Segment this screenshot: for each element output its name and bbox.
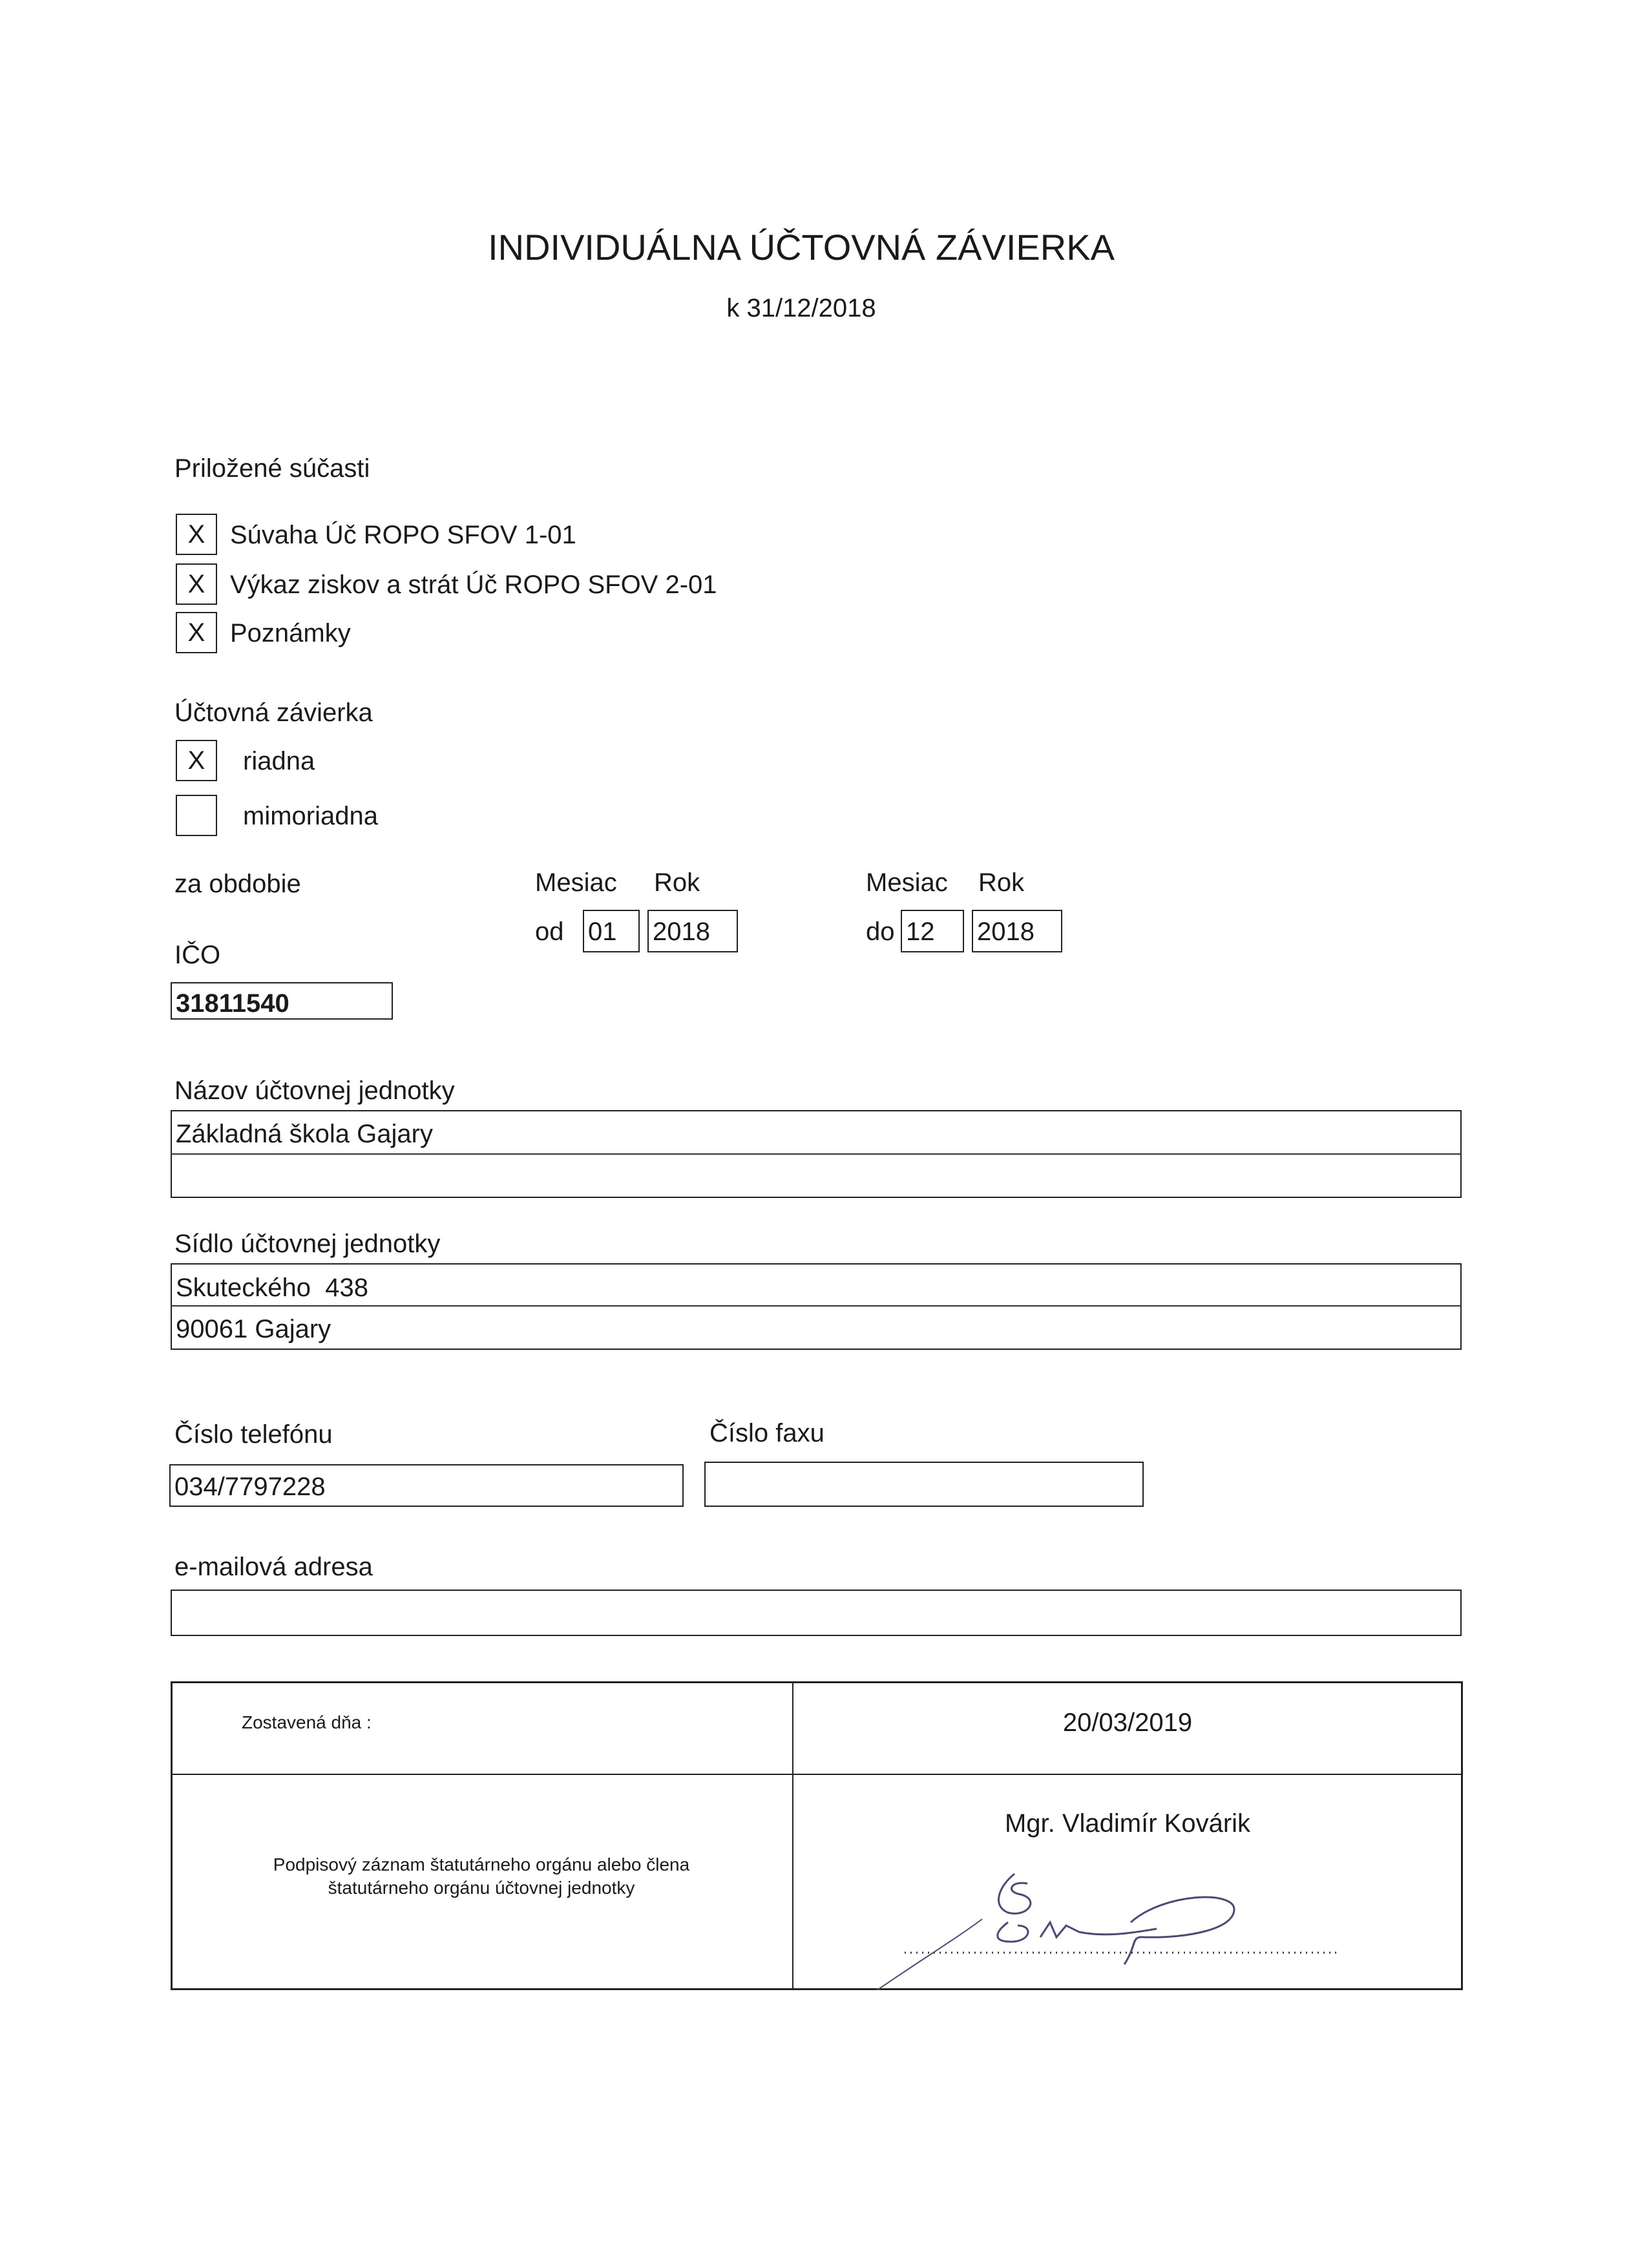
fax-field[interactable] bbox=[704, 1462, 1144, 1507]
phone-value: 034/7797228 bbox=[174, 1473, 326, 1501]
signatory-name: Mgr. Vladimír Kovárik bbox=[1004, 1809, 1251, 1838]
period-from-month-value: 01 bbox=[588, 918, 617, 946]
fax-label: Číslo faxu bbox=[709, 1419, 824, 1447]
signature-stroke-2 bbox=[998, 1922, 1028, 1942]
signature-stroke-3 bbox=[1040, 1922, 1157, 1937]
attachments-label: Priložené súčasti bbox=[174, 454, 370, 483]
attachment-label-notes: Poznámky bbox=[230, 619, 351, 647]
signature-label-line1: Podpisový záznam štatutárneho orgánu alebo člena bbox=[273, 1854, 690, 1874]
signature-drawing bbox=[859, 1861, 1376, 1990]
period-from-year-label: Rok bbox=[654, 868, 700, 897]
unit-address-line1: Skuteckého 438 bbox=[176, 1274, 368, 1302]
statement-type-extraordinary-checkbox[interactable] bbox=[176, 795, 217, 836]
email-label: e-mailová adresa bbox=[174, 1553, 373, 1581]
document-title: INDIVIDUÁLNA ÚČTOVNÁ ZÁVIERKA bbox=[488, 227, 1115, 268]
compiled-date-label: Zostavená dňa : bbox=[242, 1712, 372, 1732]
period-to-month-value: 12 bbox=[906, 918, 935, 946]
attachment-checkbox-notes[interactable]: X bbox=[176, 612, 217, 653]
statement-type-regular-checkbox[interactable]: X bbox=[176, 740, 217, 781]
statement-type-extraordinary-label: mimoriadna bbox=[243, 802, 378, 830]
email-field[interactable] bbox=[171, 1590, 1462, 1636]
period-to-month-label: Mesiac bbox=[866, 868, 948, 897]
signature-stroke-5 bbox=[872, 1919, 982, 1990]
unit-name-line1: Základná škola Gajary bbox=[176, 1120, 433, 1148]
attachment-checkbox-balance[interactable]: X bbox=[176, 514, 217, 555]
ico-value: 31811540 bbox=[176, 989, 289, 1018]
period-to-year-label: Rok bbox=[978, 868, 1025, 897]
unit-name-label: Názov účtovnej jednotky bbox=[174, 1076, 455, 1105]
period-label: za obdobie bbox=[174, 870, 301, 898]
signature-label-line2: štatutárneho orgánu účtovnej jednotky bbox=[328, 1878, 635, 1898]
period-from-label: od bbox=[535, 918, 564, 946]
attachment-label-balance: Súvaha Úč ROPO SFOV 1-01 bbox=[230, 521, 576, 549]
period-from-year-value: 2018 bbox=[653, 918, 710, 946]
compiled-date-value: 20/03/2019 bbox=[1062, 1708, 1193, 1737]
statement-type-regular-label: riadna bbox=[243, 747, 315, 775]
period-to-label: do bbox=[866, 918, 895, 946]
attachment-checkbox-income-statement[interactable]: X bbox=[176, 563, 217, 605]
signature-table-horizontal-divider bbox=[171, 1774, 1463, 1775]
unit-address-line2: 90061 Gajary bbox=[176, 1315, 331, 1343]
statement-type-label: Účtovná závierka bbox=[174, 698, 373, 727]
unit-address-divider bbox=[171, 1305, 1462, 1307]
ico-label: IČO bbox=[174, 941, 221, 969]
attachment-label-income-statement: Výkaz ziskov a strát Úč ROPO SFOV 2-01 bbox=[230, 571, 717, 599]
phone-label: Číslo telefónu bbox=[174, 1420, 333, 1449]
period-from-month-label: Mesiac bbox=[535, 868, 617, 897]
unit-name-divider bbox=[171, 1153, 1462, 1155]
period-to-year-value: 2018 bbox=[977, 918, 1035, 946]
signature-stroke-1 bbox=[999, 1874, 1031, 1913]
unit-address-label: Sídlo účtovnej jednotky bbox=[174, 1230, 441, 1258]
document-date: k 31/12/2018 bbox=[726, 294, 876, 322]
